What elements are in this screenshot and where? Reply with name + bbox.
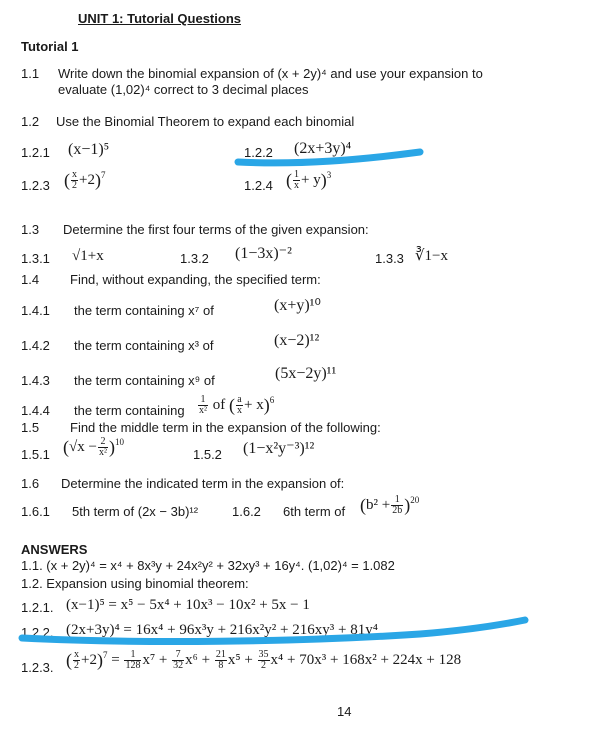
answer-1-2-3-number: 1.2.3.	[21, 660, 54, 675]
answer-1-2-1-number: 1.2.1.	[21, 600, 54, 615]
q1-2-4-number: 1.2.4	[244, 178, 273, 193]
q1-1-number: 1.1	[21, 66, 40, 81]
q1-3-1-number: 1.3.1	[21, 251, 50, 266]
answer-1-2-3-expr: ( $\frac{x}{2}$ +2)$^7$ = $\frac{1}{128}$ x⁷ + $\frac{7}{32}$ x⁶ + $\frac{21}{8}$ x⁵ + $\frac{35}{2}$ x⁴ + 70x³ + 168x² + 224x + 128	[66, 649, 462, 671]
q1-4-2-number: 1.4.2	[21, 338, 50, 353]
q1-1-text-line1: Write down the binomial expansion of (x + 2y)⁴ and use your expansion to	[58, 66, 483, 81]
highlight-stroke-bottom	[22, 620, 525, 641]
unit-title: UNIT 1: Tutorial Questions	[78, 11, 241, 26]
q1-2-4-expr: ( $\frac{1}{x}$ + y)$^3$	[286, 169, 332, 191]
q1-2-1-number: 1.2.1	[21, 145, 50, 160]
answer-1-2-1-expr: (x−1)⁵ = x⁵ − 5x⁴ + 10x³ − 10x² + 5x − 1	[66, 597, 310, 613]
q1-5-number: 1.5	[21, 420, 40, 435]
q1-3-3-expr: ∛1−x	[415, 248, 449, 264]
q1-4-1-text: the term containing x⁷ of	[74, 303, 214, 318]
q1-3-text: Determine the first four terms of the given expansion:	[63, 222, 369, 237]
q1-4-4-expr: $\frac{1}{\text{x²}}$ of ( $\frac{a}{x}$ + x)$^6$	[199, 394, 275, 416]
q1-4-4-text: the term containing	[74, 403, 185, 418]
q1-4-2-text: the term containing x³ of	[74, 338, 214, 353]
q1-4-text: Find, without expanding, the specified term:	[70, 272, 321, 287]
q1-4-3-expr: (5x−2y)¹¹	[275, 365, 337, 382]
answer-1-2-2-number: 1.2.2.	[21, 625, 54, 640]
answer-1-1: 1.1. (x + 2y)⁴ = x⁴ + 8x³y + 24x²y² + 32xy³ + 16y⁴. (1,02)⁴ = 1.082	[21, 558, 395, 573]
q1-2-number: 1.2	[21, 114, 40, 129]
q1-2-2-expr: (2x+3y)⁴	[294, 140, 352, 157]
q1-3-1-expr: √1+x	[72, 248, 104, 264]
q1-5-1-number: 1.5.1	[21, 447, 50, 462]
q1-4-1-expr: (x+y)¹⁰	[274, 297, 321, 314]
q1-4-3-text: the term containing x⁹ of	[74, 373, 215, 388]
q1-6-number: 1.6	[21, 476, 40, 491]
q1-3-number: 1.3	[21, 222, 40, 237]
q1-4-number: 1.4	[21, 272, 40, 287]
q1-6-text: Determine the indicated term in the expansion of:	[61, 476, 345, 491]
q1-6-2-expr: (b² + $\frac{1}{2b}$ )$^{20}$	[360, 494, 420, 516]
q1-3-2-number: 1.3.2	[180, 251, 209, 266]
q1-1-text-line2: evaluate (1,02)⁴ correct to 3 decimal places	[58, 82, 309, 97]
page-number: 14	[337, 704, 352, 719]
q1-6-1-text: 5th term of (2x − 3b)¹²	[72, 504, 199, 519]
highlight-stroke-top	[238, 152, 420, 163]
q1-2-1-expr: (x−1)⁵	[68, 141, 110, 158]
answer-1-2-2-expr: (2x+3y)⁴ = 16x⁴ + 96x³y + 216x²y² + 216xy³ + 81y⁴	[66, 622, 378, 638]
answers-heading: ANSWERS	[21, 542, 88, 557]
q1-6-1-number: 1.6.1	[21, 504, 50, 519]
q1-3-3-number: 1.3.3	[375, 251, 404, 266]
q1-2-2-number: 1.2.2	[244, 145, 273, 160]
q1-5-1-expr: (√x − $\frac{2}{\text{x²}}$ )$^{10}$	[63, 436, 124, 458]
q1-6-2-text: 6th term of	[283, 504, 346, 519]
q1-3-2-expr: (1−3x)⁻²	[235, 245, 292, 262]
q1-4-3-number: 1.4.3	[21, 373, 50, 388]
q1-4-2-expr: (x−2)¹²	[274, 332, 320, 349]
q1-5-text: Find the middle term in the expansion of the following:	[70, 420, 381, 435]
q1-2-3-expr: ( $\frac{x}{2}$ +2)$^7$	[64, 169, 106, 191]
q1-5-2-expr: (1−x²y⁻³)¹²	[243, 440, 315, 457]
q1-2-3-number: 1.2.3	[21, 178, 50, 193]
q1-5-2-number: 1.5.2	[193, 447, 222, 462]
tutorial-heading: Tutorial 1	[21, 39, 79, 54]
q1-4-1-number: 1.4.1	[21, 303, 50, 318]
q1-2-text: Use the Binomial Theorem to expand each binomial	[56, 114, 355, 129]
q1-6-2-number: 1.6.2	[232, 504, 261, 519]
q1-4-4-number: 1.4.4	[21, 403, 50, 418]
answer-1-2: 1.2. Expansion using binomial theorem:	[21, 576, 249, 591]
